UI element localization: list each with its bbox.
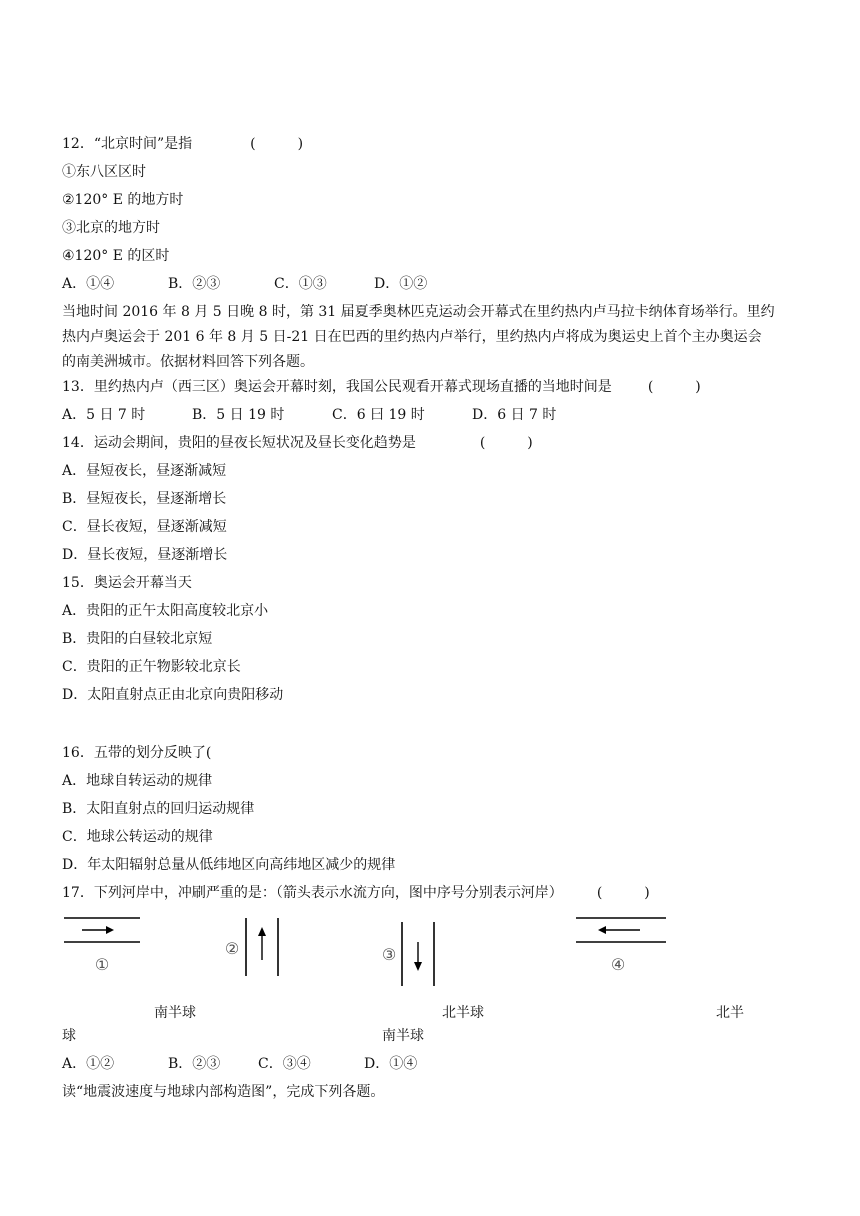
q14-option-c: C．昼长夜短，昼逐渐减短 [62, 519, 227, 535]
q13-options [62, 405, 556, 425]
q16-option-b: B．太阳直射点的回归运动规律 [62, 801, 255, 817]
q16-option-a: A．地球自转运动的规律 [62, 773, 213, 789]
q16-stem: 16．五带的划分反映了( [62, 745, 212, 761]
q12-options [62, 274, 427, 294]
q14-option-b: B．昼短夜长，昼逐渐增长 [62, 491, 227, 507]
q14-stem-line [62, 433, 533, 453]
arrow-head-icon [598, 926, 606, 934]
q12-item-1: ①东八区区时 [62, 164, 146, 180]
q12-stem-line [62, 134, 303, 154]
q16-option-d: D．年太阳辐射总量从低纬地区向高纬地区减少的规律 [62, 857, 396, 873]
hemisphere-label-3b: 球 [62, 1028, 76, 1044]
q15-stem: 15．奥运会开幕当天 [62, 575, 192, 591]
q14-option-a: A．昼短夜长，昼逐渐减短 [62, 463, 227, 479]
hemisphere-label-1: 南半球 [154, 1005, 196, 1021]
q12-option-c: C．①③ [274, 276, 327, 292]
closing-instruction: 读“地震波速度与地球内部构造图”，完成下列各题。 [62, 1084, 385, 1100]
figure-number-1: ① [94, 955, 110, 974]
q12-option-d: D．①② [374, 276, 428, 292]
q12-option-b: B．②③ [168, 276, 221, 292]
q13-answer-paren: ( ) [647, 379, 701, 395]
hemisphere-label-2: 北半球 [442, 1005, 484, 1021]
figure-number-3: ③ [381, 945, 397, 964]
figure-number-4: ④ [610, 955, 626, 974]
q17-answer-paren: ( ) [596, 885, 650, 901]
q13-option-a: A．5 日 7 时 [62, 407, 146, 423]
q15-option-c: C．贵阳的正午物影较北京长 [62, 659, 241, 675]
q17-option-d: D．①④ [364, 1056, 418, 1072]
q12-item-2: ②120° E 的地方时 [62, 192, 184, 208]
q15-option-d: D．太阳直射点正由北京向贵阳移动 [62, 687, 284, 703]
q13-stem-line [62, 377, 701, 397]
river-bank-figure-3 [378, 920, 448, 988]
q16-option-c: C．地球公转运动的规律 [62, 829, 213, 845]
passage-line-2: 热内卢奥运会于 201 6 年 8 月 5 日-21 日在巴西的里约热内卢举行，里约热内卢将成为奥运史上首个主办奥运会 [62, 329, 762, 345]
q17-options [62, 1054, 417, 1074]
river-bank-figure-1 [62, 912, 142, 976]
q13-option-d: D．6 日 7 时 [472, 407, 557, 423]
q14-answer-paren: ( ) [479, 435, 533, 451]
q13-option-b: B．5 日 19 时 [192, 407, 285, 423]
hemisphere-label-3a: 北半 [716, 1005, 744, 1021]
q13-option-c: C．6 曰 19 时 [332, 407, 425, 423]
river-bank-figure-4 [574, 912, 668, 976]
q15-option-b: B．贵阳的白昼较北京短 [62, 631, 213, 647]
passage-line-3: 的南美洲城市。依据材料回答下列各题。 [62, 354, 314, 370]
arrow-head-icon [106, 926, 114, 934]
q15-option-a: A．贵阳的正午太阳高度较北京小 [62, 603, 269, 619]
q13-stem: 13．里约热内卢（西三区）奥运会开幕时刻，我国公民观看开幕式现场直播的当地时间是 [62, 379, 612, 395]
q12-item-3: ③北京的地方时 [62, 220, 160, 236]
passage-line-1: 当地时间 2016 年 8 月 5 日晚 8 时，第 31 届夏季奥林匹克运动会开幕式在里约热内卢马拉卡纳体育场举行。里约 [62, 304, 775, 320]
q17-option-b: B．②③ [168, 1056, 221, 1072]
hemisphere-label-4: 南半球 [382, 1028, 424, 1044]
q12-stem: 12．“北京时间”是指 [62, 136, 193, 152]
arrow-head-icon [258, 927, 266, 936]
q17-option-a: A．①② [62, 1056, 115, 1072]
q17-stem-line [62, 883, 650, 903]
q14-option-d: D．昼长夜短，昼逐渐增长 [62, 547, 228, 563]
q17-option-c: C．③④ [258, 1056, 311, 1072]
q12-item-4: ④120° E 的区时 [62, 248, 170, 264]
q12-option-a: A．①④ [62, 276, 115, 292]
q17-stem: 17．下列河岸中，冲刷严重的是：（箭头表示水流方向，图中序号分别表示河岸） [62, 885, 563, 901]
figure-number-2: ② [224, 939, 240, 958]
river-bank-figure-2 [222, 914, 292, 980]
arrow-head-icon [414, 962, 422, 971]
q12-answer-paren: ( ) [250, 136, 304, 152]
q14-stem: 14．运动会期间，贵阳的昼夜长短状况及昼长变化趋势是 [62, 435, 416, 451]
